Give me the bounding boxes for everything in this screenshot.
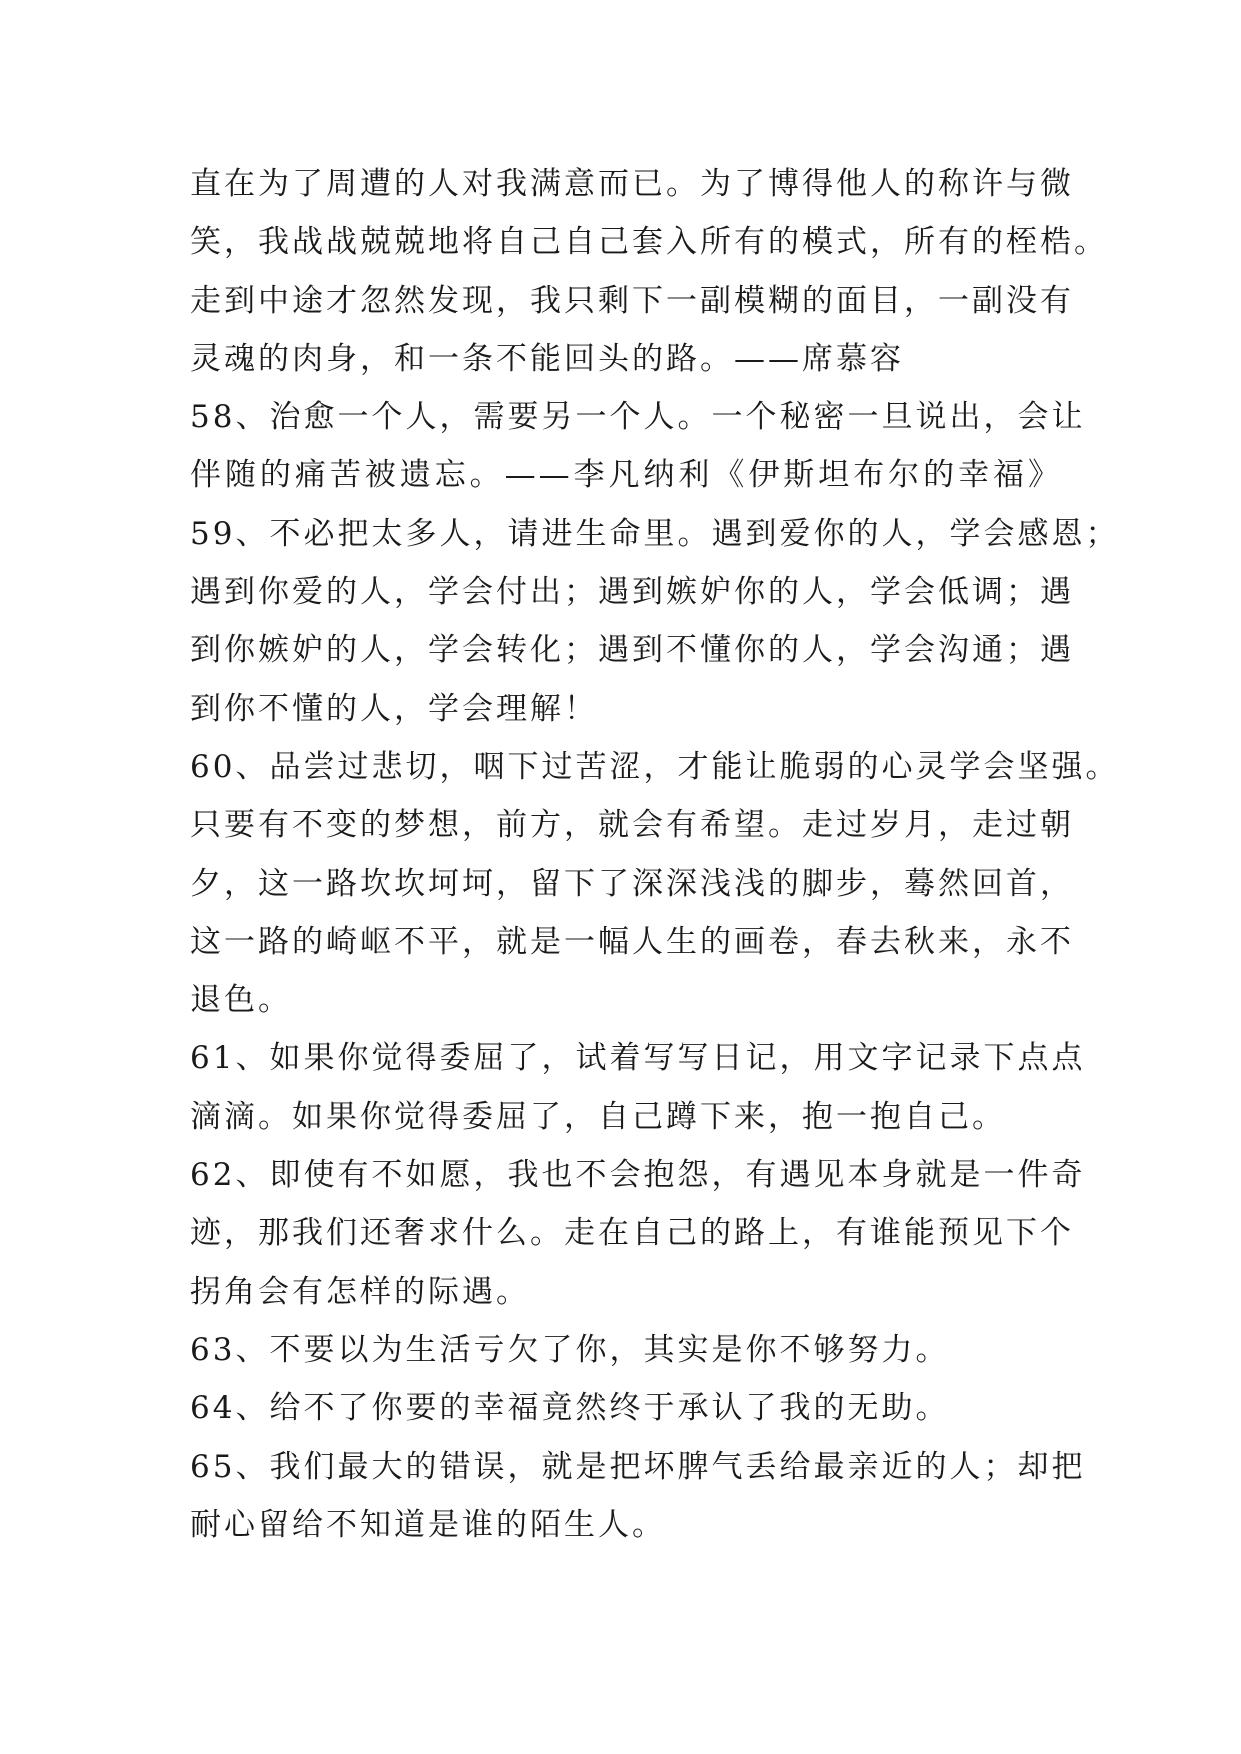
- text-line: 直在为了周遭的人对我满意而已。为了博得他人的称许与微: [190, 166, 1074, 202]
- text-line: 灵魂的肉身，和一条不能回头的路。——席慕容: [190, 340, 904, 377]
- text-line: 63、不要以为生活亏欠了你，其实是你不够努力。: [190, 1331, 950, 1368]
- text-line: 61、如果你觉得委屈了，试着写写日记，用文字记录下点点: [190, 1040, 1086, 1077]
- text-line: 59、不必把太多人，请进生命里。遇到爱你的人，学会感恩；: [190, 515, 1120, 552]
- text-line: 滴滴。如果你觉得委屈了，自己蹲下来，抱一抱自己。: [190, 1098, 1006, 1135]
- text-line: 拐角会有怎样的际遇。: [190, 1273, 530, 1310]
- text-line: 退色。: [190, 982, 292, 1019]
- text-line: 到你不懂的人，学会理解！: [190, 690, 598, 727]
- text-line: 这一路的崎岖不平，就是一幅人生的画卷，春去秋来，永不: [190, 923, 1074, 960]
- text-line: 迹，那我们还奢求什么。走在自己的路上，有谁能预见下个: [190, 1215, 1074, 1252]
- text-line: 60、品尝过悲切，咽下过苦涩，才能让脆弱的心灵学会坚强。: [190, 748, 1120, 785]
- text-line: 62、即使有不如愿，我也不会抱怨，有遇见本身就是一件奇: [190, 1157, 1086, 1194]
- text-line: 58、治愈一个人，需要另一个人。一个秘密一旦说出，会让: [190, 399, 1086, 436]
- text-line: 遇到你爱的人，学会付出；遇到嫉妒你的人，学会低调；遇: [190, 574, 1074, 611]
- text-line: 耐心留给不知道是谁的陌生人。: [190, 1506, 666, 1543]
- text-line: 64、给不了你要的幸福竟然终于承认了我的无助。: [190, 1390, 950, 1427]
- text-line: 夕，这一路坎坎坷坷，留下了深深浅浅的脚步，蓦然回首，: [190, 865, 1074, 902]
- text-line: 65、我们最大的错误，就是把坏脾气丢给最亲近的人；却把: [190, 1448, 1086, 1485]
- text-line: 到你嫉妒的人，学会转化；遇到不懂你的人，学会沟通；遇: [190, 632, 1074, 669]
- text-line: 笑，我战战兢兢地将自己自己套入所有的模式，所有的桎梏。: [190, 224, 1108, 261]
- text-line: 走到中途才忽然发现，我只剩下一副模糊的面目，一副没有: [190, 282, 1074, 319]
- text-line: 伴随的痛苦被遗忘。——李凡纳利《伊斯坦布尔的幸福》: [190, 457, 1062, 494]
- body-text: [190, 155, 1120, 1554]
- text-line: 只要有不变的梦想，前方，就会有希望。走过岁月，走过朝: [190, 807, 1074, 844]
